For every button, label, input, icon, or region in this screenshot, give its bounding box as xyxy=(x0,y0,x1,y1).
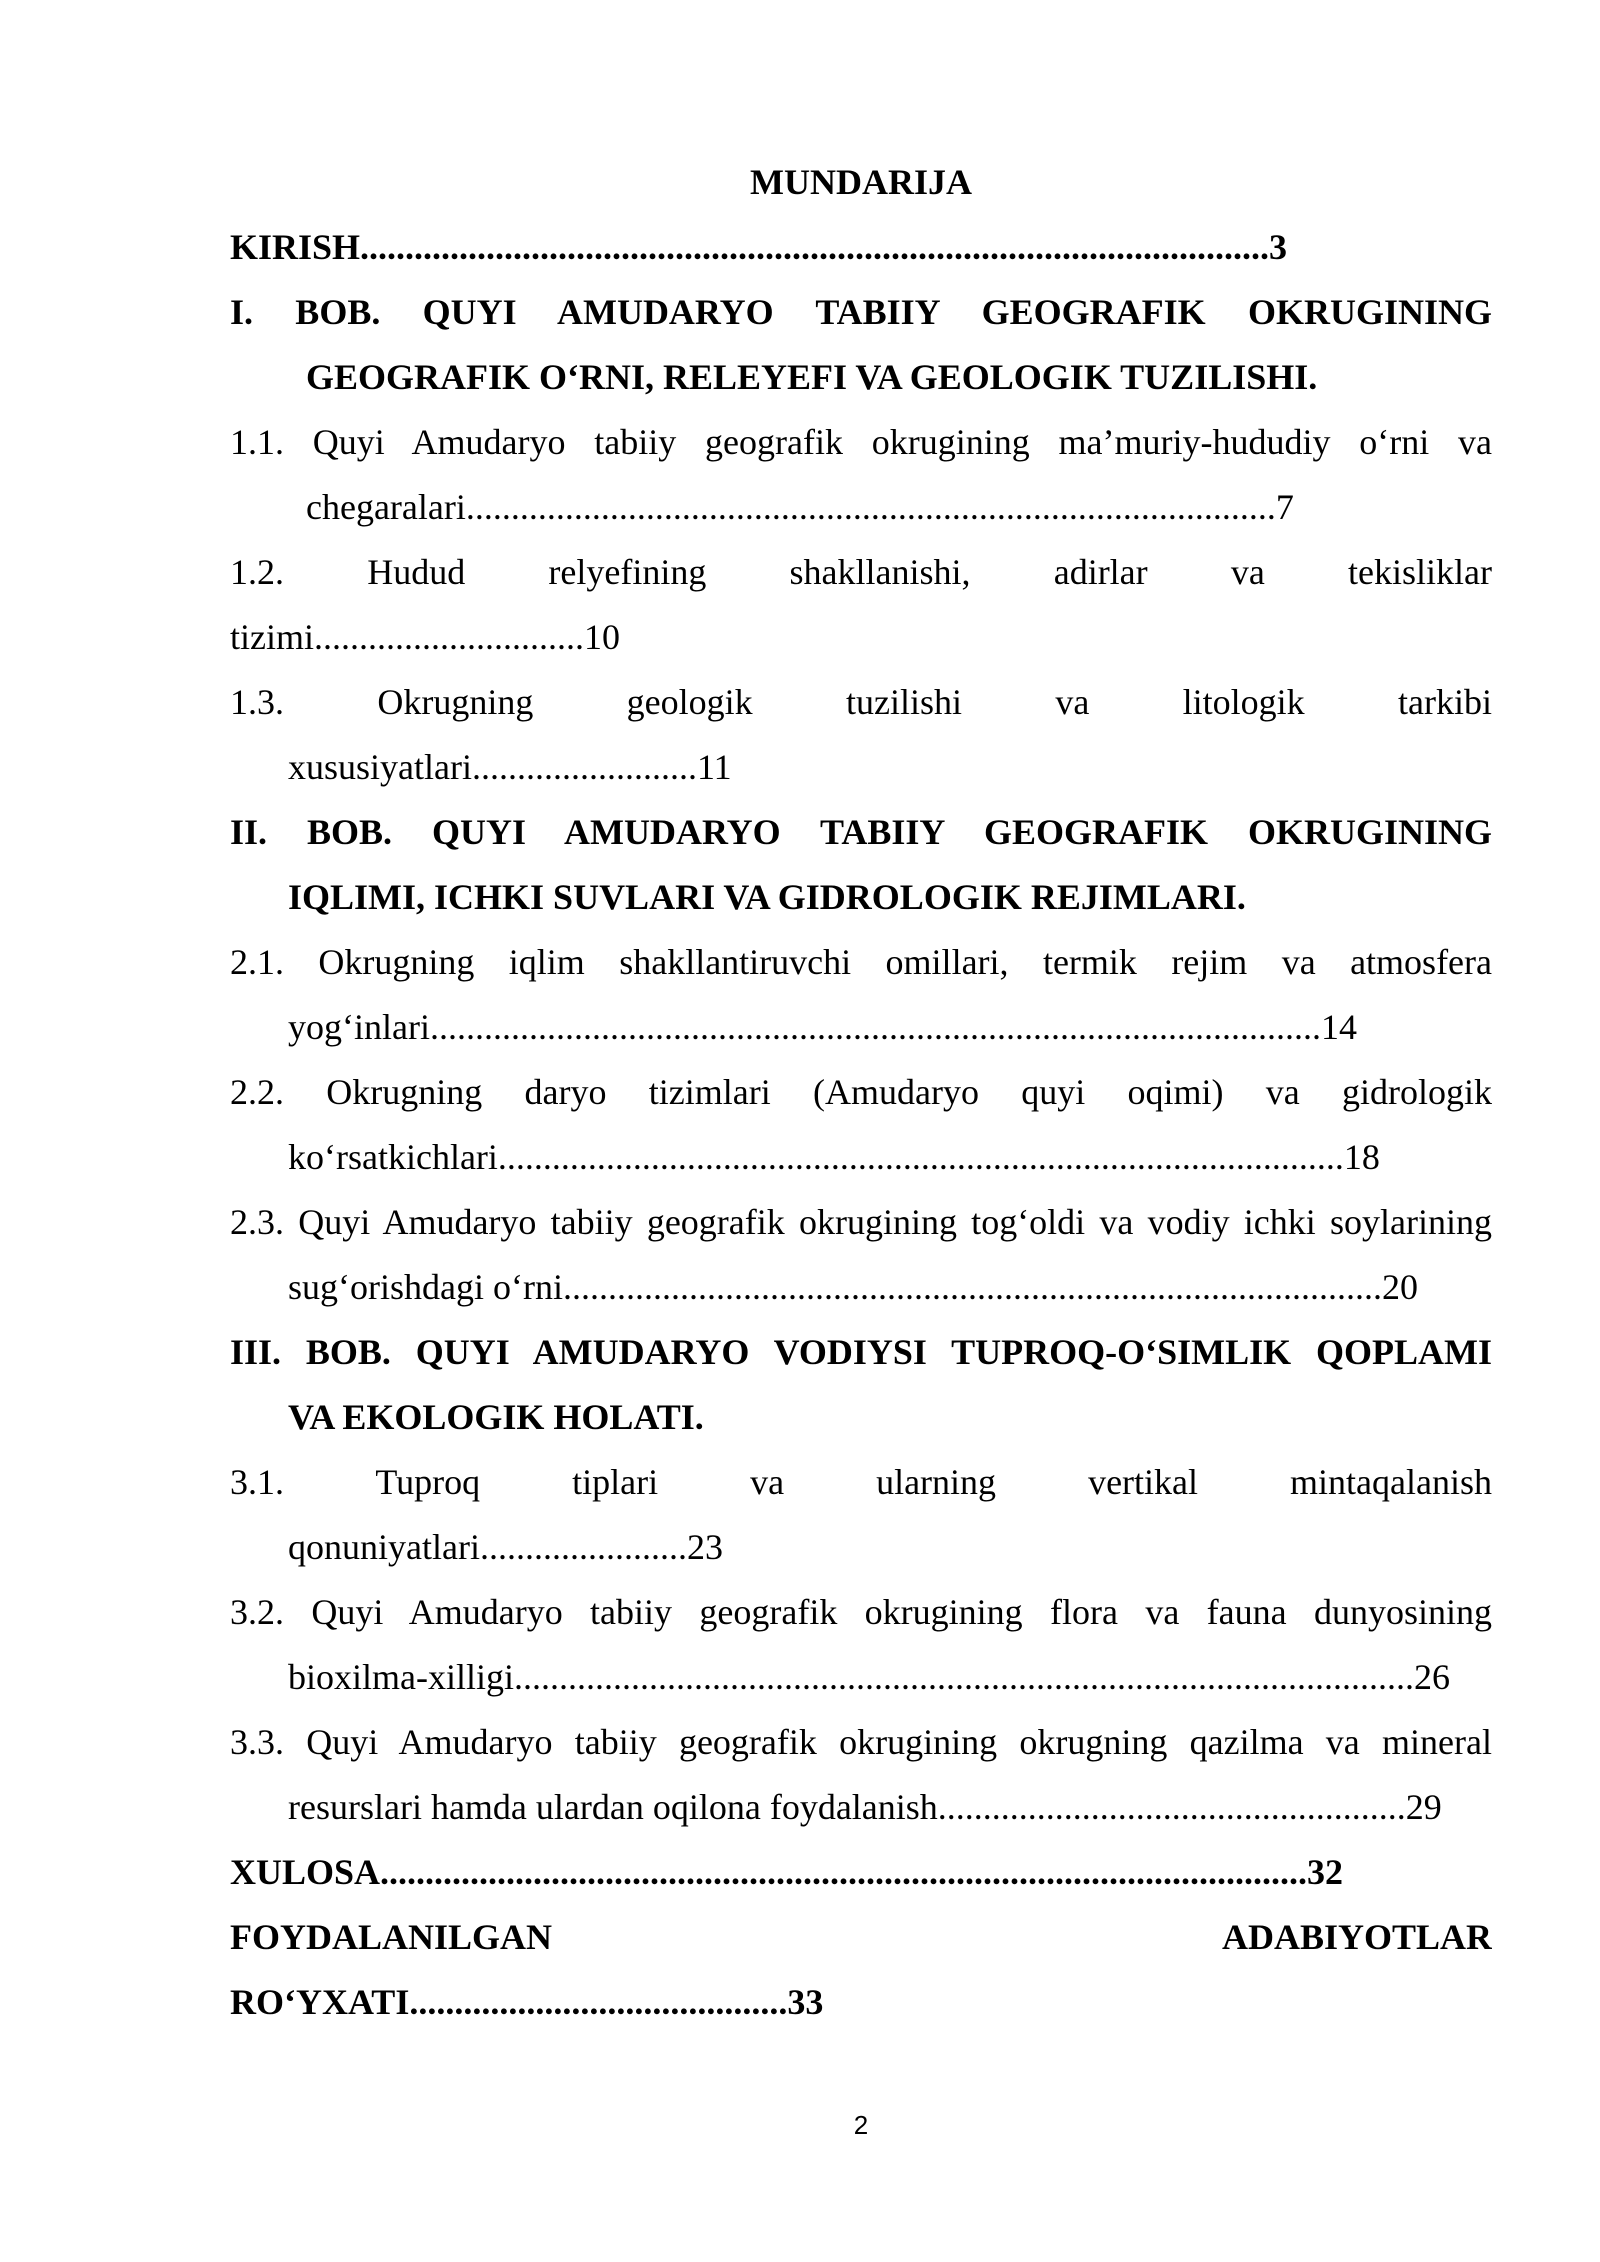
toc-entry-1-3-cont: xususiyatlari.........................11 xyxy=(288,747,732,787)
toc-entry-3-3-cont: resurslari hamda ulardan oqilona foydalanish....................................................29 xyxy=(288,1787,1442,1827)
toc-entry-references-cont: RO‘YXATI..........................................33 xyxy=(230,1982,824,2022)
toc-entry-1-2: 1.2. Hudud relyefining shakllanishi, adirlar va tekisliklar xyxy=(230,552,1492,592)
toc-title: MUNDARIJA xyxy=(750,162,972,202)
toc-entry-3-1: 3.1. Tuproq tiplari va ularning vertikal mintaqalanish xyxy=(230,1462,1492,1502)
toc-entry-3-3: 3.3. Quyi Amudaryo tabiiy geografik okrugining okrugning qazilma va mineral xyxy=(230,1722,1492,1762)
toc-entry-references: FOYDALANILGAN ADABIYOTLAR xyxy=(230,1917,1492,1957)
toc-chapter-3-cont: VA EKOLOGIK HOLATI. xyxy=(288,1397,704,1437)
toc-entry-1-2-cont: tizimi..............................10 xyxy=(230,617,620,657)
toc-entry-kirish: KIRISH.....................................................................................................3 xyxy=(230,227,1288,267)
toc-chapter-1-cont: GEOGRAFIK O‘RNI, RELEYEFI VA GEOLOGIK TUZILISHI. xyxy=(306,357,1318,397)
toc-page xyxy=(230,150,1492,2035)
toc-entry-2-1-cont: yog‘inlari...................................................................................................14 xyxy=(288,1007,1357,1047)
toc-chapter-2-cont: IQLIMI, ICHKI SUVLARI VA GIDROLOGIK REJIMLARI. xyxy=(288,877,1246,917)
toc-entry-1-1-cont: chegaralari..........................................................................................7 xyxy=(306,487,1294,527)
toc-entry-2-1: 2.1. Okrugning iqlim shakllantiruvchi omillari, termik rejim va atmosfera xyxy=(230,942,1492,982)
toc-entry-3-2: 3.2. Quyi Amudaryo tabiiy geografik okrugining flora va fauna dunyosining xyxy=(230,1592,1492,1632)
toc-entry-1-1: 1.1. Quyi Amudaryo tabiiy geografik okrugining ma’muriy-hududiy o‘rni va xyxy=(230,422,1492,462)
toc-chapter-1: I. BOB. QUYI AMUDARYO TABIIY GEOGRAFIK OKRUGINING xyxy=(230,292,1492,332)
toc-entry-1-3: 1.3. Okrugning geologik tuzilishi va litologik tarkibi xyxy=(230,682,1492,722)
toc-chapter-2: II. BOB. QUYI AMUDARYO TABIIY GEOGRAFIK OKRUGINING xyxy=(230,812,1492,852)
toc-entry-2-3: 2.3. Quyi Amudaryo tabiiy geografik okrugining tog‘oldi va vodiy ichki soylarining xyxy=(230,1202,1492,1242)
toc-entry-2-3-cont: sug‘orishdagi o‘rni...........................................................................................20 xyxy=(288,1267,1418,1307)
toc-chapter-3: III. BOB. QUYI AMUDARYO VODIYSI TUPROQ-O‘SIMLIK QOPLAMI xyxy=(230,1332,1492,1372)
toc-entry-xulosa: XULOSA.......................................................................................................32 xyxy=(230,1852,1344,1892)
toc-entry-2-2: 2.2. Okrugning daryo tizimlari (Amudaryo quyi oqimi) va gidrologik xyxy=(230,1072,1492,1112)
toc-entry-3-2-cont: bioxilma-xilligi....................................................................................................26 xyxy=(288,1657,1450,1697)
page-number: 2 xyxy=(853,2110,869,2140)
toc-entry-2-2-cont: ko‘rsatkichlari..............................................................................................18 xyxy=(288,1137,1380,1177)
toc-entry-3-1-cont: qonuniyatlari.......................23 xyxy=(288,1527,723,1567)
